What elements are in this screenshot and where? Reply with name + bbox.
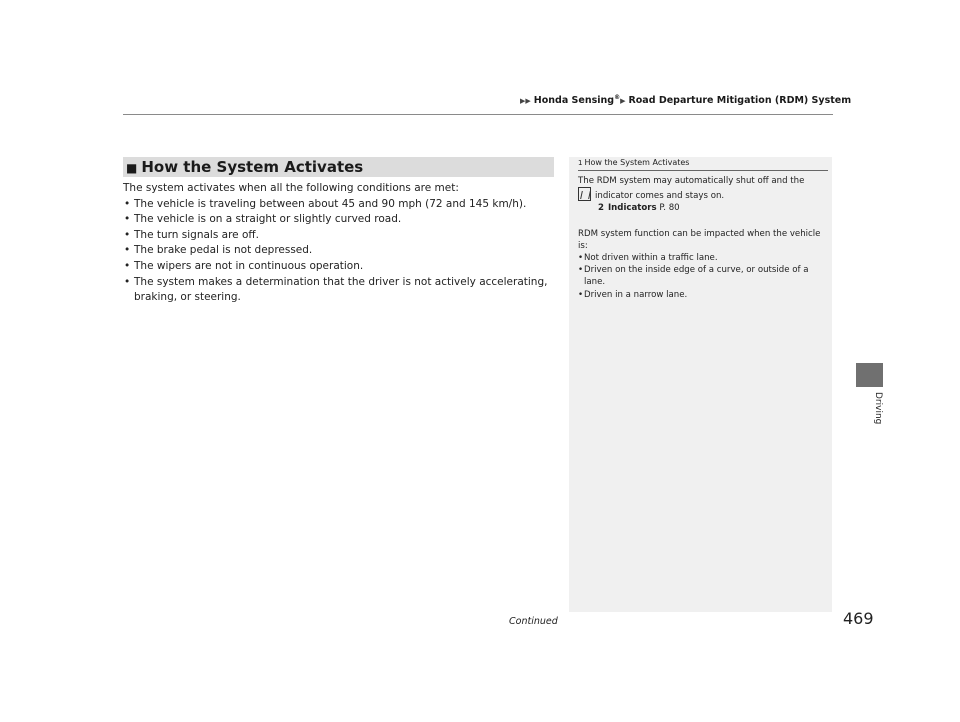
list-item: • The vehicle is on a straight or slightly curved road. xyxy=(123,212,553,228)
breadcrumb-separator-icon: ▶ xyxy=(620,97,626,106)
page-number: 469 xyxy=(843,609,874,628)
section-heading xyxy=(123,157,554,177)
header-divider xyxy=(123,114,833,115)
breadcrumb-item-rdm[interactable]: Road Departure Mitigation (RDM) System xyxy=(628,95,852,107)
sidebar-para2: RDM system function can be impacted when the vehicle is: xyxy=(578,228,821,251)
breadcrumb-item-honda-sensing[interactable]: Honda Sensing xyxy=(533,95,615,107)
section-marker-icon: ■ xyxy=(126,161,138,175)
chapter-tab-label[interactable]: Driving xyxy=(873,392,883,425)
continued-label: Continued xyxy=(509,616,558,627)
registered-mark: ® xyxy=(614,94,621,101)
list-item: • The vehicle is traveling between about 45 and 90 mph (72 and 145 km/h). xyxy=(123,197,553,213)
section-intro: The system activates when all the following conditions are met: xyxy=(123,182,459,194)
breadcrumb-arrows-icon: ▶▶ xyxy=(520,97,531,106)
section-body xyxy=(123,181,553,306)
section-title: How the System Activates xyxy=(141,158,364,176)
list-item: • The system makes a determination that the driver is not actively accelerating, braking, or steering. xyxy=(123,275,553,306)
sidebar-divider xyxy=(578,170,828,171)
sidebar-title-text: How the System Activates xyxy=(584,158,690,167)
indicators-reference-link[interactable] xyxy=(578,202,828,214)
conditions-list xyxy=(123,197,553,306)
sidebar-para1: The RDM system may automatically shut off and the xyxy=(578,176,805,186)
lane-departure-indicator-icon xyxy=(578,187,591,201)
list-item: • Not driven within a traffic lane. xyxy=(578,252,828,264)
list-item: • The wipers are not in continuous operation. xyxy=(123,259,553,275)
reference-label: Indicators xyxy=(607,203,657,214)
chapter-tab-marker[interactable] xyxy=(856,363,883,387)
sidebar-number: 1 xyxy=(578,159,583,167)
sidebar-body xyxy=(578,175,828,301)
list-item: • The brake pedal is not depressed. xyxy=(123,243,553,259)
list-item: • The turn signals are off. xyxy=(123,228,553,244)
reference-page: P. 80 xyxy=(659,203,680,214)
sidebar-list xyxy=(578,252,828,301)
sidebar-para1-cont: indicator comes and stays on. xyxy=(595,191,725,202)
breadcrumb xyxy=(520,94,852,107)
list-item: • Driven on the inside edge of a curve, or outside of a lane. xyxy=(578,264,828,288)
sidebar-title xyxy=(578,158,689,167)
list-item: • Driven in a narrow lane. xyxy=(578,289,828,301)
cross-reference-icon: 2 xyxy=(598,203,604,214)
